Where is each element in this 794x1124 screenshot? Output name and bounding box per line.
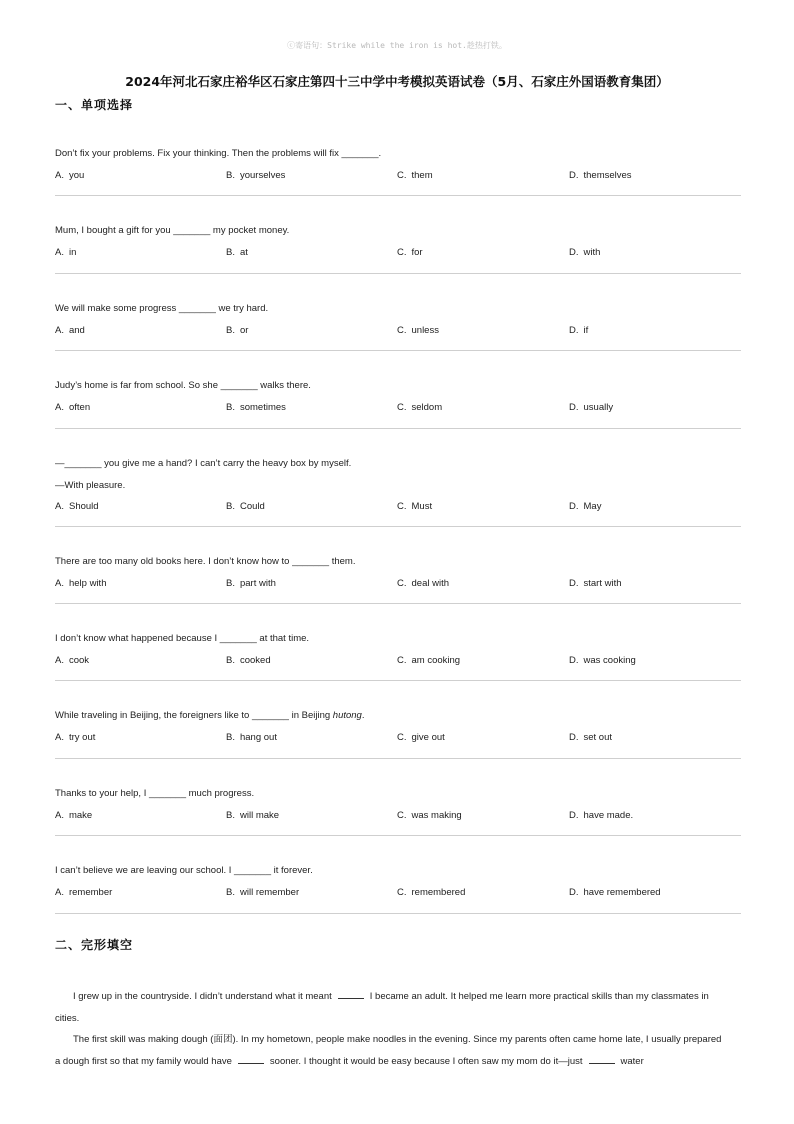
question-stem-text: Judy’s home is far from school. So she _______ walks there.: [55, 380, 311, 392]
question-4: [55, 358, 741, 435]
option-a[interactable]: [55, 247, 76, 259]
option-text: cooked: [239, 654, 271, 666]
passage-paragraph-1: [55, 986, 729, 1029]
option-letter: A.: [55, 577, 64, 589]
option-letter: B.: [226, 402, 235, 414]
option-c[interactable]: [397, 325, 439, 337]
question-8: [55, 688, 741, 765]
option-text: and: [68, 324, 85, 336]
option-a[interactable]: [55, 655, 89, 667]
option-letter: C.: [397, 247, 407, 259]
option-letter: D.: [569, 809, 579, 821]
question-stem: [55, 556, 356, 568]
divider: [55, 195, 741, 196]
question-stem: [55, 788, 254, 800]
question-9: [55, 766, 741, 843]
option-c[interactable]: [397, 732, 445, 744]
answer-blank: [589, 1054, 615, 1064]
divider: [55, 758, 741, 759]
option-text: cook: [68, 654, 90, 666]
section-heading-cloze: 二、完形填空: [55, 938, 134, 952]
divider: [55, 913, 741, 914]
option-text: at: [239, 247, 248, 259]
question-10: [55, 843, 741, 920]
option-d[interactable]: [569, 325, 588, 337]
passage-text: The first skill was making dough (面团). In my hometown, people make noodles in the evening. Since my parents often came home late, I usually prepared a dough first so that my family would have: [55, 1034, 722, 1067]
option-letter: C.: [397, 732, 407, 744]
option-text: am cooking: [411, 654, 461, 666]
passage-text: water: [620, 1055, 644, 1067]
question-list: [55, 126, 741, 921]
option-text: will make: [239, 809, 280, 821]
option-letter: C.: [397, 170, 407, 181]
option-text: you: [68, 170, 85, 181]
divider: [55, 603, 741, 604]
option-letter: C.: [397, 887, 407, 899]
divider: [55, 835, 741, 836]
option-d[interactable]: [569, 887, 661, 899]
divider: [55, 273, 741, 274]
divider: [55, 680, 741, 681]
answer-blank: [238, 1054, 264, 1064]
option-b[interactable]: [226, 501, 265, 513]
option-text: yourselves: [239, 170, 286, 181]
option-a[interactable]: [55, 732, 95, 744]
question-stem-text: I can’t believe we are leaving our school. I _______ it forever.: [55, 865, 313, 877]
option-letter: C.: [397, 324, 407, 336]
option-text: part with: [239, 577, 276, 589]
option-a[interactable]: [55, 578, 106, 590]
option-text: them: [411, 170, 433, 181]
option-d[interactable]: [569, 655, 636, 667]
option-letter: D.: [569, 402, 579, 414]
option-d[interactable]: [569, 247, 600, 259]
option-c[interactable]: [397, 402, 442, 414]
option-a[interactable]: [55, 170, 84, 182]
option-a[interactable]: [55, 810, 92, 822]
option-d[interactable]: [569, 501, 601, 513]
option-letter: B.: [226, 732, 235, 744]
option-d[interactable]: [569, 810, 633, 822]
question-1: [55, 126, 741, 203]
option-b[interactable]: [226, 810, 279, 822]
option-text: have made.: [583, 809, 634, 821]
option-letter: A.: [55, 402, 64, 414]
cloze-passage: [55, 986, 729, 1072]
option-b[interactable]: [226, 887, 299, 899]
option-letter: B.: [226, 324, 235, 336]
question-stem: [55, 380, 311, 392]
option-text: May: [583, 500, 602, 512]
option-letter: B.: [226, 500, 235, 512]
option-c[interactable]: [397, 247, 423, 259]
question-stem: [55, 148, 381, 160]
option-b[interactable]: [226, 170, 285, 182]
option-letter: D.: [569, 577, 579, 589]
option-letter: A.: [55, 732, 64, 744]
option-c[interactable]: [397, 501, 432, 513]
divider: [55, 428, 741, 429]
option-letter: D.: [569, 247, 579, 259]
passage-text: sooner. I thought it would be easy because I often saw my mom do it—just: [269, 1055, 583, 1067]
option-letter: B.: [226, 654, 235, 666]
question-stem-text: I don’t know what happened because I _______ at that time.: [55, 632, 310, 644]
option-letter: C.: [397, 809, 407, 821]
question-stem-italic: hutong: [332, 710, 362, 722]
question-3: [55, 281, 741, 358]
option-text: unless: [411, 324, 439, 336]
passage-text: I grew up in the countryside. I didn’t understand what it meant: [73, 991, 332, 1002]
question-stem-text: —_______ you give me a hand? I can’t carry the heavy box by myself.: [55, 457, 352, 469]
option-text: Should: [68, 500, 99, 512]
question-stem: [55, 225, 289, 237]
divider: [55, 350, 741, 351]
option-text: Could: [239, 500, 265, 512]
option-letter: C.: [397, 654, 407, 666]
option-b[interactable]: [226, 578, 276, 590]
watermark: ⓒ寄语句：Strike while the iron is hot.趁热打铁。: [287, 41, 507, 50]
option-text: for: [411, 247, 423, 259]
option-letter: A.: [55, 247, 64, 259]
question-stem-text: While traveling in Beijing, the foreigners like to _______ in Beijing: [55, 710, 331, 722]
option-text: often: [68, 402, 91, 414]
option-b[interactable]: [226, 325, 248, 337]
option-text: was making: [411, 809, 462, 821]
option-text: was cooking: [583, 654, 636, 666]
question-6: [55, 534, 741, 611]
option-a[interactable]: [55, 887, 112, 899]
option-letter: C.: [397, 577, 407, 589]
question-stem-text: There are too many old books here. I don’t know how to _______ them.: [55, 555, 356, 567]
question-2: [55, 203, 741, 280]
option-text: set out: [583, 732, 613, 744]
option-c[interactable]: [397, 810, 462, 822]
option-text: remember: [68, 887, 113, 899]
option-b[interactable]: [226, 247, 248, 259]
option-letter: A.: [55, 170, 64, 181]
question-stem: [55, 458, 351, 470]
option-text: hang out: [239, 732, 277, 744]
option-text: sometimes: [239, 402, 286, 414]
option-b[interactable]: [226, 655, 271, 667]
question-stem-text: Thanks to your help, I _______ much progress.: [55, 787, 255, 799]
option-letter: D.: [569, 170, 579, 181]
answer-blank: [338, 989, 364, 999]
option-d[interactable]: [569, 732, 612, 744]
option-b[interactable]: [226, 402, 286, 414]
option-a[interactable]: [55, 325, 85, 337]
option-letter: C.: [397, 402, 407, 414]
question-stem-text: Don’t fix your problems. Fix your thinking. Then the problems will fix _______.: [55, 148, 382, 159]
option-b[interactable]: [226, 732, 277, 744]
option-letter: A.: [55, 654, 64, 666]
option-letter: A.: [55, 500, 64, 512]
option-letter: D.: [569, 500, 579, 512]
option-text: deal with: [411, 577, 449, 589]
page-title: 2024年河北石家庄裕华区石家庄第四十三中学中考模拟英语试卷（5月、石家庄外国语教育集团）: [125, 74, 669, 89]
option-text: have remembered: [583, 887, 661, 899]
option-text: remembered: [411, 887, 466, 899]
option-c[interactable]: [397, 887, 465, 899]
question-stem-text: Mum, I bought a gift for you _______ my pocket money.: [55, 225, 290, 237]
option-text: themselves: [583, 170, 632, 181]
option-text: seldom: [411, 402, 443, 414]
option-d[interactable]: [569, 402, 613, 414]
question-stem: [55, 303, 268, 315]
option-text: give out: [411, 732, 445, 744]
question-response: —With pleasure.: [55, 479, 126, 491]
option-text: will remember: [239, 887, 300, 899]
option-text: try out: [68, 732, 96, 744]
option-text: help with: [68, 577, 107, 589]
option-d[interactable]: [569, 578, 622, 590]
option-c[interactable]: [397, 655, 460, 667]
question-stem: [55, 865, 313, 877]
question-stem-end: .: [361, 710, 365, 722]
option-letter: C.: [397, 500, 407, 512]
option-text: start with: [583, 577, 622, 589]
option-d[interactable]: [569, 170, 632, 182]
option-letter: A.: [55, 324, 64, 336]
option-text: if: [583, 324, 589, 336]
question-stem: [55, 633, 309, 645]
passage-text: I became an adult. It helped me learn more practical skills than my classmates in cities.: [55, 991, 709, 1024]
question-7: [55, 611, 741, 688]
option-text: with: [583, 247, 601, 259]
option-letter: D.: [569, 324, 579, 336]
question-stem: [55, 710, 364, 722]
option-letter: B.: [226, 170, 235, 181]
question-stem-text: We will make some progress _______ we try hard.: [55, 302, 269, 314]
option-c[interactable]: [397, 578, 449, 590]
option-c[interactable]: [397, 170, 433, 182]
option-text: usually: [583, 402, 614, 414]
option-text: in: [68, 247, 77, 259]
question-5: [55, 436, 741, 534]
passage-paragraph-2: [55, 1029, 729, 1072]
option-text: make: [68, 809, 93, 821]
option-text: Must: [411, 500, 433, 512]
option-text: or: [239, 324, 249, 336]
option-letter: B.: [226, 809, 235, 821]
option-letter: A.: [55, 887, 64, 899]
option-letter: A.: [55, 809, 64, 821]
option-a[interactable]: [55, 402, 90, 414]
option-letter: D.: [569, 654, 579, 666]
option-letter: B.: [226, 247, 235, 259]
section-heading-single-choice: 一、单项选择: [55, 98, 134, 112]
divider: [55, 526, 741, 527]
option-a[interactable]: [55, 501, 99, 513]
option-letter: B.: [226, 577, 235, 589]
option-letter: D.: [569, 732, 579, 744]
option-letter: B.: [226, 887, 235, 899]
option-letter: D.: [569, 887, 579, 899]
